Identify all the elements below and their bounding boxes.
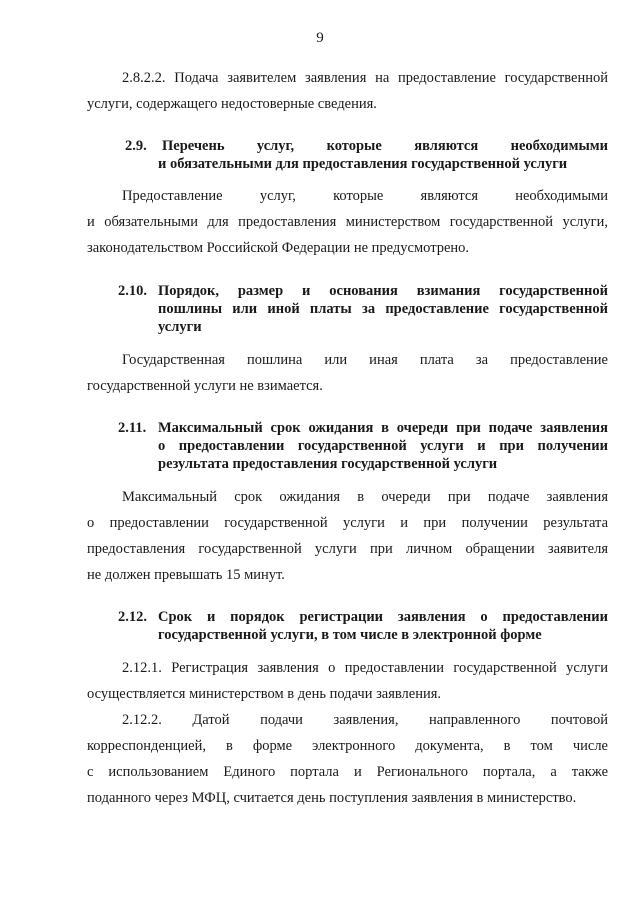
section-2-11-body-line2: о предоставлении государственной услуги и при получении результата [87, 515, 608, 531]
section-2-9-body-line3: законодательством Российской Федерации не предусмотрено. [87, 240, 470, 256]
section-2-12-paragraph2-line3: с использованием Единого портала и Регионального портала, а также [87, 764, 608, 780]
section-2-12-number: 2.12. [118, 609, 147, 625]
section-2-9-title-line2: и обязательными для предоставления государственной услуги [158, 156, 568, 172]
section-2-10-title-line1: Порядок, размер и основания взимания государственной [158, 283, 608, 299]
section-2-9-body-line2: и обязательными для предоставления министерством государственной услуги, [87, 214, 608, 230]
section-2-12-paragraph2-line2: корреспонденцией, в форме электронного документа, в том числе [87, 738, 608, 754]
section-2-9-title-line1: Перечень услуг, которые являются необходимыми [162, 138, 608, 154]
section-2-12-paragraph1-line1: 2.12.1. Регистрация заявления о предоставлении государственной услуги [122, 660, 608, 676]
paragraph-2822-line1: 2.8.2.2. Подача заявителем заявления на предоставление государственной [122, 70, 608, 86]
section-2-10-title-line3: услуги [158, 319, 202, 335]
section-2-11-body-line1: Максимальный срок ожидания в очереди при подаче заявления [122, 489, 608, 505]
section-2-11-body-line3: предоставления государственной услуги при личном обращении заявителя [87, 541, 608, 557]
section-2-10-title-line2: пошлины или иной платы за предоставление государственной [158, 301, 608, 317]
section-2-10-number: 2.10. [118, 283, 147, 299]
section-2-12-paragraph1-line2: осуществляется министерством в день подачи заявления. [87, 686, 442, 702]
section-2-11-title-line3: результата предоставления государственной услуги [158, 456, 498, 472]
section-2-11-title-line2: о предоставлении государственной услуги и при получении [158, 438, 608, 454]
section-2-10-body-line1: Государственная пошлина или иная плата за предоставление [122, 352, 608, 368]
page-number: 9 [316, 30, 324, 46]
section-2-12-paragraph2-line4: поданного через МФЦ, считается день поступления заявления в министерство. [87, 790, 577, 806]
section-2-9-body-line1: Предоставление услуг, которые являются необходимыми [122, 188, 608, 204]
section-2-12-title-line2: государственной услуги, в том числе в электронной форме [158, 627, 542, 643]
section-2-11-title-line1: Максимальный срок ожидания в очереди при подаче заявления [158, 420, 608, 436]
paragraph-2822-line2: услуги, содержащего недостоверные сведения. [87, 96, 377, 112]
section-2-11-body-line4: не должен превышать 15 минут. [87, 567, 285, 583]
section-2-10-body-line2: государственной услуги не взимается. [87, 378, 323, 394]
section-2-12-paragraph2-line1: 2.12.2. Датой подачи заявления, направленного почтовой [122, 712, 608, 728]
section-2-11-number: 2.11. [118, 420, 147, 436]
section-2-9-number: 2.9. [125, 138, 147, 154]
section-2-12-title-line1: Срок и порядок регистрации заявления о предоставлении [158, 609, 608, 625]
